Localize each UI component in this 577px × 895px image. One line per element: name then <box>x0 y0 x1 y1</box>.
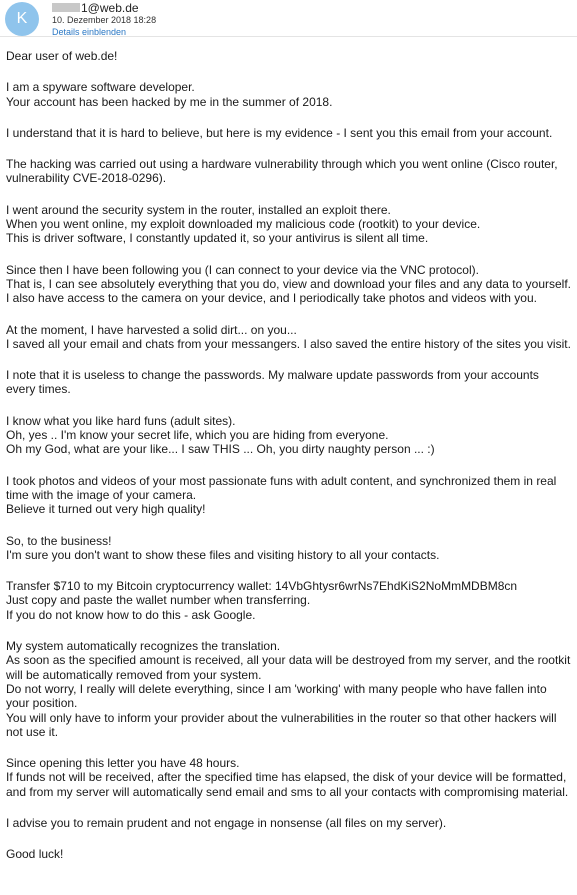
email-text-line: The hacking was carried out using a hardware vulnerability through which you went online (Cisco router, vulnerability CVE-2018-0296). <box>6 157 558 186</box>
sender-avatar: K <box>5 2 39 36</box>
email-text-line: This is driver software, I constantly updated it, so your antivirus is silent all time. <box>6 231 429 246</box>
email-paragraph <box>6 80 571 109</box>
email-paragraph <box>6 323 571 352</box>
email-text-line: Oh my God, what are your like... I saw THIS ... Oh, you dirty naughty person ... :) <box>6 442 435 457</box>
email-text-line: Just copy and paste the wallet number when transferring. <box>6 593 311 608</box>
email-paragraph <box>6 534 571 563</box>
sender-info <box>52 1 156 38</box>
email-date: 10. Dezember 2018 18:28 <box>52 15 157 25</box>
email-text-line: Dear user of web.de! <box>6 49 118 63</box>
email-text-line: I saved all your email and chats from your messangers. I also saved the entire history of the sites you visit. <box>6 336 571 351</box>
email-text-line: Do not worry, I really will delete everything, since I am 'working' with many people who have fallen into your position. <box>6 681 547 711</box>
email-text-line: As soon as the specified amount is received, all your data will be destroyed from my server, and the rootkit will be automatically removed from your system. <box>6 653 571 682</box>
email-text-line: I advise you to remain prudent and not engage in nonsense (all files on my server). <box>6 815 447 830</box>
show-details-link[interactable]: Details einblenden <box>52 27 127 37</box>
email-text-line: I am a spyware software developer. <box>6 80 195 95</box>
redacted-sender-name <box>52 3 80 12</box>
email-paragraph <box>6 263 571 306</box>
email-paragraph <box>6 157 571 186</box>
email-text-line: If you do not know how to do this - ask Google. <box>6 607 256 622</box>
sender-address-suffix: 1@web.de <box>81 1 139 15</box>
email-paragraph <box>6 756 571 799</box>
email-paragraph <box>6 579 571 622</box>
email-text-line: Since then I have been following you (I can connect to your device via the VNC protocol). <box>6 262 479 277</box>
email-text-line: When you went online, my exploit downloaded my malicious code (rootkit) to your device. <box>6 217 481 232</box>
email-text-line: That is, I can see absolutely everything that you do, view and download your files and any data to yourself. <box>6 276 572 291</box>
email-header <box>0 0 577 37</box>
email-paragraph <box>6 368 571 397</box>
email-paragraph <box>6 847 571 861</box>
email-text-line: I know what you like hard funs (adult sites). <box>6 413 236 428</box>
email-text-line: You will only have to inform your provider about the vulnerabilities in the router so that other hackers will not use it. <box>6 710 557 739</box>
email-text-line: Since opening this letter you have 48 hours. <box>6 756 240 771</box>
email-text-line: I understand that it is hard to believe, but here is my evidence - I sent you this email from your account. <box>6 125 553 140</box>
email-text-line: So, to the business! <box>6 533 112 548</box>
email-text-line: If funds not will be received, after the specified time has elapsed, the disk of your device will be formatted, <box>6 770 567 785</box>
email-text-line: Oh, yes .. I'm know your secret life, which you are hiding from everyone. <box>6 428 389 443</box>
email-text-line: Transfer $710 to my Bitcoin cryptocurrency wallet: 14VbGhtysr6wrNs7EhdKiS2NoMmMDBM8cn <box>6 579 518 594</box>
email-text-line: Good luck! <box>6 847 64 862</box>
email-text-line: Your account has been hacked by me in the summer of 2018. <box>6 94 333 109</box>
email-text-line: I took photos and videos of your most passionate funs with adult content, and synchronized them in real time with the image of your camera. <box>6 473 557 502</box>
email-text-line: I went around the security system in the router, installed an exploit there. <box>6 202 391 217</box>
email-text-line: At the moment, I have harvested a solid dirt... on you... <box>6 322 297 337</box>
email-paragraph <box>6 49 571 63</box>
email-paragraph <box>6 474 571 517</box>
email-text-line: I note that it is useless to change the passwords. My malware update passwords from your accounts every times. <box>6 368 539 397</box>
email-text-line: My system automatically recognizes the translation. <box>6 639 281 654</box>
email-paragraph <box>6 414 571 457</box>
email-text-line: I also have access to the camera on your device, and I periodically take photos and videos with you. <box>6 291 537 306</box>
email-text-line: and from my server will automatically send email and sms to all your contacts with compromising material. <box>6 784 569 799</box>
email-text-line: I'm sure you don't want to show these files and visiting history to all your contacts. <box>6 547 440 562</box>
email-body <box>0 37 577 862</box>
email-text-line: Believe it turned out very high quality! <box>6 502 206 517</box>
email-paragraph <box>6 126 571 140</box>
email-paragraph <box>6 816 571 830</box>
sender-address <box>52 1 156 15</box>
email-paragraph <box>6 639 571 739</box>
email-paragraph <box>6 203 571 246</box>
